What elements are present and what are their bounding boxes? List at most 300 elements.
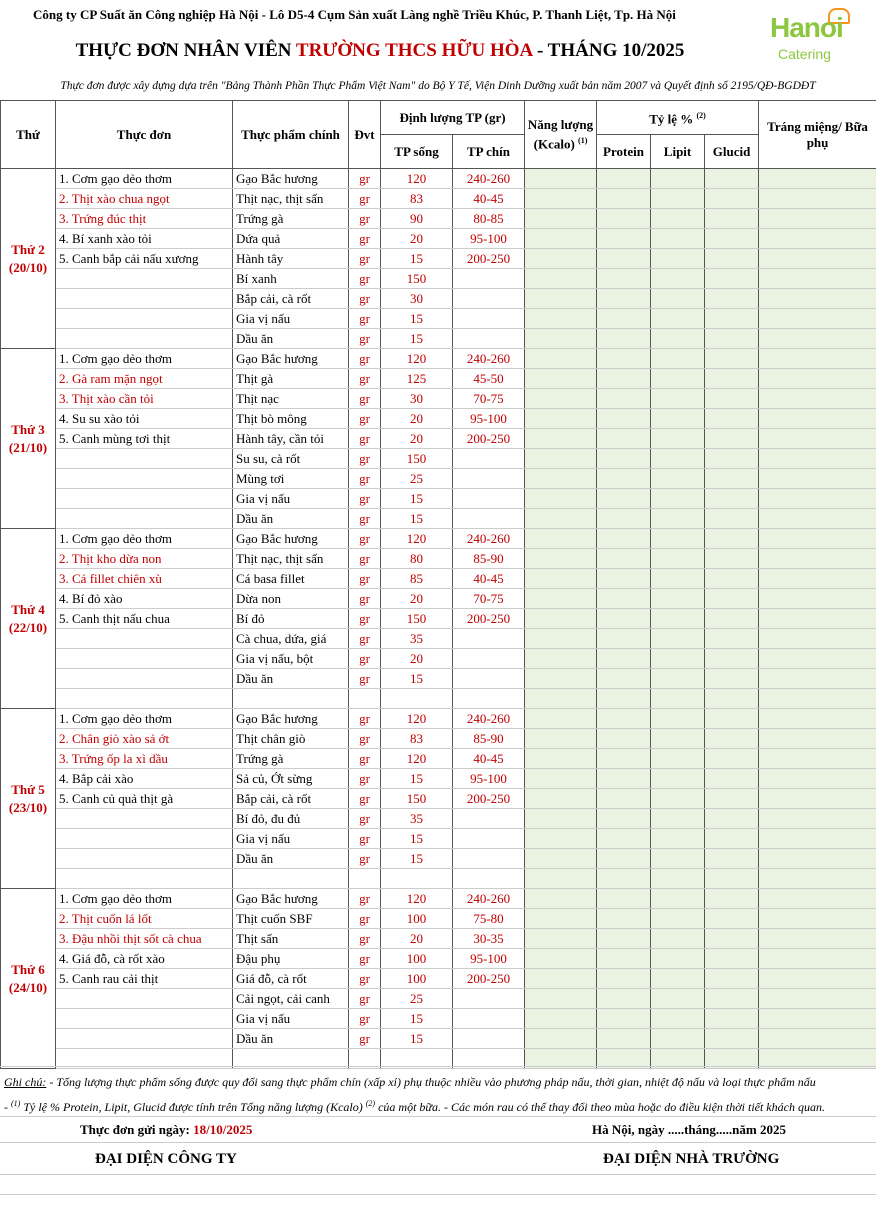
energy-cell (525, 709, 597, 729)
energy-cell (525, 749, 597, 769)
lipit-cell (651, 169, 705, 189)
dish-name (56, 269, 233, 289)
lipit-cell (651, 609, 705, 629)
raw-weight: 80 (381, 549, 453, 569)
energy-cell (525, 529, 597, 549)
glucid-cell (705, 569, 759, 589)
table-row (1, 809, 876, 829)
table-row (1, 729, 876, 749)
lipit-cell (651, 889, 705, 909)
unit: gr (349, 209, 381, 229)
col-thuc-pham: Thực phẩm chính (233, 101, 349, 169)
food-item (233, 869, 349, 889)
energy-cell (525, 949, 597, 969)
cooked-weight: 95-100 (453, 229, 525, 249)
ty-le-label: Tỷ lệ % (649, 111, 694, 127)
protein-cell (597, 289, 651, 309)
dish-name: 3. Trứng đúc thịt (56, 209, 233, 229)
table-row (1, 469, 876, 489)
dish-name: 1. Cơm gạo dẻo thơm (56, 529, 233, 549)
lipit-cell (651, 649, 705, 669)
rep-company: ĐẠI DIỆN CÔNG TY (95, 1151, 237, 1167)
dessert-cell (759, 629, 876, 649)
glucid-cell (705, 229, 759, 249)
protein-cell (597, 1029, 651, 1049)
cooked-weight (453, 629, 525, 649)
unit: gr (349, 989, 381, 1009)
sup-1: (1) (578, 135, 588, 145)
dish-name: 5. Canh củ quả thịt gà (56, 789, 233, 809)
col-trang-mieng: Tráng miệng/ Bữa phụ (759, 101, 876, 169)
glucid-cell (705, 909, 759, 929)
energy-cell (525, 689, 597, 709)
energy-cell (525, 249, 597, 269)
energy-cell (525, 929, 597, 949)
food-item: Thịt nạc, thịt sấn (233, 189, 349, 209)
glucid-cell (705, 549, 759, 569)
col-tp-chin: TP chín (453, 135, 525, 169)
food-item: Thịt chân giò (233, 729, 349, 749)
glucid-cell (705, 449, 759, 469)
dessert-cell (759, 329, 876, 349)
lipit-cell (651, 1009, 705, 1029)
energy-cell (525, 509, 597, 529)
dessert-cell (759, 289, 876, 309)
dessert-cell (759, 769, 876, 789)
lipit-cell (651, 489, 705, 509)
energy-cell (525, 369, 597, 389)
protein-cell (597, 789, 651, 809)
lipit-cell (651, 269, 705, 289)
food-item: Trứng gà (233, 749, 349, 769)
note-2-sup-1: (1) (11, 1099, 21, 1108)
dish-name (56, 689, 233, 709)
raw-weight: 150 (381, 789, 453, 809)
unit: gr (349, 609, 381, 629)
food-item: Cà chua, dứa, giá (233, 629, 349, 649)
raw-weight: 35 (381, 809, 453, 829)
food-item: Gia vị nấu (233, 489, 349, 509)
protein-cell (597, 929, 651, 949)
table-row (1, 249, 876, 269)
dish-name: 3. Trứng ốp la xì dầu (56, 749, 233, 769)
protein-cell (597, 169, 651, 189)
lipit-cell (651, 629, 705, 649)
glucid-cell (705, 1029, 759, 1049)
unit: gr (349, 569, 381, 589)
col-glucid: Glucid (705, 135, 759, 169)
table-row (1, 789, 876, 809)
cooked-weight: 200-250 (453, 249, 525, 269)
dish-name (56, 849, 233, 869)
protein-cell (597, 649, 651, 669)
energy-cell (525, 389, 597, 409)
table-row (1, 369, 876, 389)
glucid-cell (705, 769, 759, 789)
lipit-cell (651, 669, 705, 689)
table-row (1, 549, 876, 569)
protein-cell (597, 769, 651, 789)
page-title (0, 36, 760, 66)
rep-school: ĐẠI DIỆN NHÀ TRƯỜNG (603, 1151, 780, 1167)
protein-cell (597, 489, 651, 509)
unit (349, 869, 381, 889)
dish-name: 1. Cơm gạo dẻo thơm (56, 709, 233, 729)
raw-weight: 100 (381, 969, 453, 989)
unit: gr (349, 969, 381, 989)
raw-weight: 20 (381, 589, 453, 609)
table-row (1, 289, 876, 309)
cooked-weight: 95-100 (453, 949, 525, 969)
dessert-cell (759, 189, 876, 209)
lipit-cell (651, 689, 705, 709)
day-name: Thứ 5 (11, 781, 45, 797)
dish-name (56, 989, 233, 1009)
table-row (1, 669, 876, 689)
energy-cell (525, 809, 597, 829)
cooked-weight: 240-260 (453, 349, 525, 369)
energy-cell (525, 669, 597, 689)
protein-cell (597, 589, 651, 609)
footer-divider-2 (0, 1116, 876, 1117)
day-name: Thứ 2 (11, 241, 45, 257)
raw-weight: 20 (381, 409, 453, 429)
raw-weight: 120 (381, 169, 453, 189)
dessert-cell (759, 689, 876, 709)
energy-cell (525, 189, 597, 209)
raw-weight: 25 (381, 469, 453, 489)
protein-cell (597, 669, 651, 689)
glucid-cell (705, 649, 759, 669)
hanoi-catering-logo (766, 6, 866, 68)
protein-cell (597, 229, 651, 249)
dish-name: 5. Canh bắp cải nấu xương (56, 249, 233, 269)
lipit-cell (651, 429, 705, 449)
table-row (1, 589, 876, 609)
day-name: Thứ 3 (11, 421, 45, 437)
food-item: Thịt nạc, thịt sấn (233, 549, 349, 569)
col-dinh-luong: Định lượng TP (gr) (381, 101, 525, 135)
dish-name (56, 449, 233, 469)
glucid-cell (705, 869, 759, 889)
glucid-cell (705, 329, 759, 349)
protein-cell (597, 529, 651, 549)
unit (349, 689, 381, 709)
glucid-cell (705, 189, 759, 209)
dish-name: 2. Thịt kho dừa non (56, 549, 233, 569)
raw-weight: 30 (381, 389, 453, 409)
glucid-cell (705, 489, 759, 509)
protein-cell (597, 269, 651, 289)
protein-cell (597, 309, 651, 329)
cooked-weight: 240-260 (453, 169, 525, 189)
protein-cell (597, 209, 651, 229)
protein-cell (597, 429, 651, 449)
lipit-cell (651, 969, 705, 989)
unit: gr (349, 809, 381, 829)
energy-cell (525, 889, 597, 909)
protein-cell (597, 749, 651, 769)
raw-weight: 120 (381, 749, 453, 769)
lipit-cell (651, 709, 705, 729)
food-item: Trứng gà (233, 209, 349, 229)
table-row (1, 649, 876, 669)
glucid-cell (705, 389, 759, 409)
dessert-cell (759, 609, 876, 629)
title-school: TRƯỜNG THCS HỮU HÒA (295, 40, 533, 61)
raw-weight: 15 (381, 669, 453, 689)
protein-cell (597, 409, 651, 429)
cooked-weight (453, 309, 525, 329)
glucid-cell (705, 629, 759, 649)
raw-weight: 15 (381, 329, 453, 349)
dessert-cell (759, 489, 876, 509)
lipit-cell (651, 189, 705, 209)
cooked-weight (453, 849, 525, 869)
protein-cell (597, 189, 651, 209)
table-row (1, 949, 876, 969)
note-line-1 (0, 1072, 876, 1092)
table-row (1, 209, 876, 229)
glucid-cell (705, 469, 759, 489)
energy-cell (525, 629, 597, 649)
food-item: Dầu ăn (233, 509, 349, 529)
protein-cell (597, 729, 651, 749)
unit: gr (349, 329, 381, 349)
raw-weight: 15 (381, 829, 453, 849)
table-row (1, 1029, 876, 1049)
raw-weight: 20 (381, 649, 453, 669)
protein-cell (597, 909, 651, 929)
energy-cell (525, 409, 597, 429)
energy-cell (525, 429, 597, 449)
raw-weight: 15 (381, 849, 453, 869)
lipit-cell (651, 729, 705, 749)
energy-cell (525, 769, 597, 789)
cooked-weight (453, 1029, 525, 1049)
raw-weight: 15 (381, 509, 453, 529)
food-item: Dầu ăn (233, 849, 349, 869)
protein-cell (597, 369, 651, 389)
cooked-weight (453, 829, 525, 849)
food-item: Gia vị nấu (233, 829, 349, 849)
unit: gr (349, 789, 381, 809)
unit: gr (349, 349, 381, 369)
cooked-weight: 240-260 (453, 889, 525, 909)
unit: gr (349, 389, 381, 409)
dish-name: 5. Canh mùng tơi thịt (56, 429, 233, 449)
table-row (1, 389, 876, 409)
protein-cell (597, 249, 651, 269)
energy-cell (525, 229, 597, 249)
dish-name: 3. Cá fillet chiên xù (56, 569, 233, 589)
unit: gr (349, 849, 381, 869)
food-item: Bí đỏ (233, 609, 349, 629)
footer-divider-3 (0, 1142, 876, 1143)
dish-name (56, 669, 233, 689)
food-item: Gạo Bắc hương (233, 709, 349, 729)
day-label (1, 709, 56, 889)
unit: gr (349, 169, 381, 189)
dessert-cell (759, 929, 876, 949)
table-row (1, 489, 876, 509)
food-item: Su su, cà rốt (233, 449, 349, 469)
food-item: Giá đỗ, cà rốt (233, 969, 349, 989)
energy-cell (525, 169, 597, 189)
unit: gr (349, 889, 381, 909)
lipit-cell (651, 329, 705, 349)
energy-cell (525, 829, 597, 849)
protein-cell (597, 469, 651, 489)
dessert-cell (759, 249, 876, 269)
energy-cell (525, 549, 597, 569)
energy-cell (525, 269, 597, 289)
dish-name: 5. Canh rau cải thịt (56, 969, 233, 989)
cooked-weight (453, 649, 525, 669)
col-protein: Protein (597, 135, 651, 169)
lipit-cell (651, 809, 705, 829)
cooked-weight: 240-260 (453, 529, 525, 549)
food-item: Hành tây (233, 249, 349, 269)
menu-body (1, 169, 876, 1069)
food-item: Gạo Bắc hương (233, 349, 349, 369)
raw-weight: 15 (381, 1029, 453, 1049)
dessert-cell (759, 649, 876, 669)
lipit-cell (651, 949, 705, 969)
energy-cell (525, 589, 597, 609)
protein-cell (597, 1009, 651, 1029)
energy-cell (525, 909, 597, 929)
table-row (1, 429, 876, 449)
dish-name: 2. Chân giò xào sả ớt (56, 729, 233, 749)
lipit-cell (651, 549, 705, 569)
lipit-cell (651, 749, 705, 769)
table-row (1, 909, 876, 929)
dish-name: 4. Giá đỗ, cà rốt xào (56, 949, 233, 969)
lipit-cell (651, 369, 705, 389)
cooked-weight (453, 1009, 525, 1029)
col-thuc-don: Thực đơn (56, 101, 233, 169)
unit: gr (349, 269, 381, 289)
dessert-cell (759, 409, 876, 429)
lipit-cell (651, 389, 705, 409)
protein-cell (597, 549, 651, 569)
unit: gr (349, 189, 381, 209)
col-lipit: Lipit (651, 135, 705, 169)
dish-name: 4. Bí xanh xào tỏi (56, 229, 233, 249)
note-2-text-end: của một bữa. - Các món rau có thể thay đổi theo mùa hoặc do điều kiện thời tiết khách quan. (375, 1100, 825, 1114)
dish-name: 3. Thịt xào cần tỏi (56, 389, 233, 409)
dish-name: 4. Bí đỏ xào (56, 589, 233, 609)
day-label (1, 169, 56, 349)
sent-label: Thực đơn gửi ngày: (80, 1122, 194, 1137)
dish-name (56, 309, 233, 329)
sent-date-row (80, 1120, 252, 1140)
dessert-cell (759, 429, 876, 449)
protein-cell (597, 829, 651, 849)
food-item: Sả củ, Ớt sừng (233, 769, 349, 789)
food-item: Mùng tơi (233, 469, 349, 489)
dish-name: 2. Thịt cuốn lá lốt (56, 909, 233, 929)
table-row (1, 769, 876, 789)
lipit-cell (651, 529, 705, 549)
unit: gr (349, 289, 381, 309)
cooked-weight: 70-75 (453, 389, 525, 409)
footer-divider-5 (0, 1194, 876, 1195)
protein-cell (597, 809, 651, 829)
food-item: Hành tây, cần tỏi (233, 429, 349, 449)
dish-name: 5. Canh thịt nấu chua (56, 609, 233, 629)
dessert-cell (759, 589, 876, 609)
energy-cell (525, 869, 597, 889)
lipit-cell (651, 309, 705, 329)
dessert-cell (759, 1009, 876, 1029)
glucid-cell (705, 829, 759, 849)
protein-cell (597, 569, 651, 589)
dessert-cell (759, 669, 876, 689)
table-row (1, 309, 876, 329)
food-item: Cải ngọt, cải canh (233, 989, 349, 1009)
raw-weight: 20 (381, 229, 453, 249)
energy-cell (525, 1029, 597, 1049)
raw-weight: 85 (381, 569, 453, 589)
note-2-text: Tỷ lệ % Protein, Lipit, Glucid được tính trên Tổng năng lượng (Kcalo) (20, 1100, 366, 1114)
unit: gr (349, 529, 381, 549)
unit: gr (349, 469, 381, 489)
glucid-cell (705, 849, 759, 869)
lipit-cell (651, 769, 705, 789)
protein-cell (597, 989, 651, 1009)
food-item: Đậu phụ (233, 949, 349, 969)
dish-name (56, 329, 233, 349)
lipit-cell (651, 1029, 705, 1049)
glucid-cell (705, 989, 759, 1009)
glucid-cell (705, 929, 759, 949)
food-item: Cá basa fillet (233, 569, 349, 589)
day-date: (20/10) (8, 259, 48, 275)
cooked-weight (453, 669, 525, 689)
glucid-cell (705, 749, 759, 769)
table-row (1, 169, 876, 189)
raw-weight: 15 (381, 1009, 453, 1029)
protein-cell (597, 689, 651, 709)
dessert-cell (759, 369, 876, 389)
food-item: Dừa non (233, 589, 349, 609)
glucid-cell (705, 369, 759, 389)
dish-name: 4. Su su xào tỏi (56, 409, 233, 429)
cooked-weight: 200-250 (453, 969, 525, 989)
cooked-weight: 30-35 (453, 929, 525, 949)
food-item: Bí đỏ, đu đủ (233, 809, 349, 829)
col-thu: Thứ (1, 101, 56, 169)
dessert-cell (759, 309, 876, 329)
unit: gr (349, 769, 381, 789)
cooked-weight (453, 489, 525, 509)
raw-weight: 150 (381, 609, 453, 629)
raw-weight: 100 (381, 909, 453, 929)
food-item: Thịt cuốn SBF (233, 909, 349, 929)
dish-name (56, 629, 233, 649)
raw-weight: 90 (381, 209, 453, 229)
lipit-cell (651, 289, 705, 309)
col-tp-song: TP sống (381, 135, 453, 169)
dessert-cell (759, 569, 876, 589)
unit: gr (349, 829, 381, 849)
cooked-weight (453, 809, 525, 829)
lipit-cell (651, 589, 705, 609)
col-ty-le (597, 101, 759, 135)
glucid-cell (705, 409, 759, 429)
